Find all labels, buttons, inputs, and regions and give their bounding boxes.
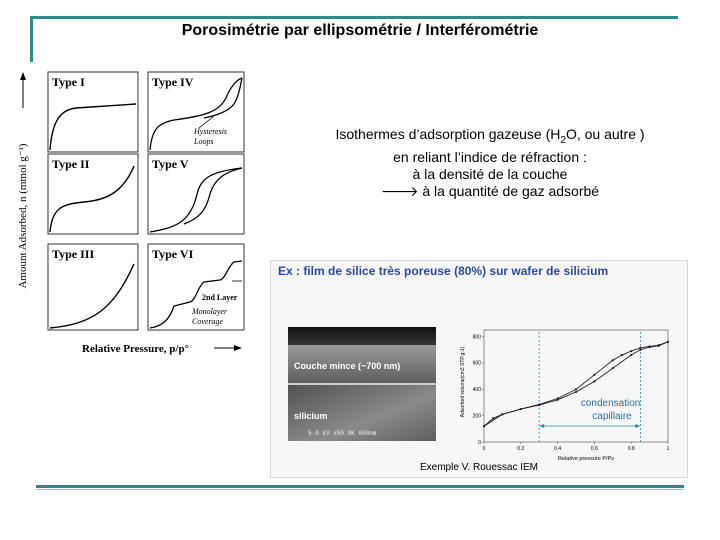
description-line-4: 🡒 à la quantité de gaz adsorbé <box>380 182 600 199</box>
example-credit: Exemple V. Rouessac IEM <box>419 462 539 473</box>
isotherm-x-axis-label: Relative Pressure, p/p° <box>82 343 189 355</box>
chart-data-point <box>501 413 503 415</box>
frame-bottom-rule-thin <box>36 489 684 490</box>
chart-annotation: condensation capillaire <box>580 398 641 422</box>
chart-data-point <box>658 344 660 346</box>
chart-data-point <box>593 374 595 376</box>
panel-type-1 <box>48 72 138 152</box>
chart-data-point <box>538 403 540 405</box>
slide-title: Porosimétrie par ellipsométrie / Interférométrie <box>181 22 539 39</box>
chart-range-arrow-left-icon <box>539 424 544 428</box>
chart-y-tick-label: 0 <box>478 439 481 446</box>
chart-y-axis-label: Adsorbed volume(cm3 STP.g-1) <box>460 346 466 418</box>
chart-data-point <box>575 388 577 390</box>
y-axis-arrow-icon <box>20 72 26 108</box>
second-layer-note: 2nd Layer <box>202 293 238 302</box>
chart-range-arrow-right-icon <box>635 424 640 428</box>
chart-data-point <box>630 350 632 352</box>
chart-x-tick-label: 0.2 <box>517 446 525 452</box>
chart-data-point <box>621 354 623 356</box>
description-line-2: en reliant l’indice de réfraction : <box>393 148 587 165</box>
chart-y-tick-label: 800 <box>472 334 481 341</box>
chart-y-tick-label: 200 <box>472 413 481 420</box>
description-block <box>300 126 680 200</box>
panel-label: Type IV <box>152 75 194 89</box>
sem-layer-label: Couche mince (~700 nm) <box>294 361 401 371</box>
chart-data-point <box>557 397 559 399</box>
chart-y-tick-label: 400 <box>472 387 481 394</box>
panel-label: Type III <box>52 247 95 261</box>
chart-data-point <box>575 391 577 393</box>
panel-label: Type VI <box>152 247 194 261</box>
frame-top-rule <box>30 16 678 19</box>
chart-data-point <box>639 347 641 349</box>
panel-label: Type I <box>52 75 85 89</box>
example-title: Ex : film de silice très poreuse (80%) sur wafer de silicium <box>278 264 609 278</box>
panel-label: Type II <box>52 157 90 171</box>
sem-scale-text: 5.0 kV x50.0K 600nm <box>308 430 377 437</box>
frame-bottom-rule <box>36 485 684 488</box>
chart-x-tick-label: 0 <box>482 446 486 452</box>
chart-x-tick-label: 0.4 <box>554 446 562 452</box>
chart-data-point <box>520 408 522 410</box>
right-arrow-icon: 🡒 <box>380 182 419 199</box>
description-line-3: à la densité de la couche <box>412 165 568 182</box>
chart-data-point <box>492 417 494 419</box>
monolayer-note: Monolayer Coverage <box>192 307 228 326</box>
hysteresis-note: Hysteresis Loops <box>194 127 228 146</box>
sem-substrate-label: silicium <box>294 411 328 421</box>
chart-data-point <box>630 354 632 356</box>
chart-x-tick-label: 0.8 <box>627 446 635 452</box>
chart-data-point <box>639 349 641 351</box>
chart-data-point <box>667 341 669 343</box>
panel-label: Type V <box>152 157 189 171</box>
isotherm-y-axis-label: Amount Adsorbed, n (mmol g⁻¹) <box>17 143 29 289</box>
panel-type-4 <box>148 72 244 152</box>
chart-data-point <box>593 380 595 382</box>
chart-data-point <box>649 345 651 347</box>
chart-x-tick-label: 1 <box>666 446 670 452</box>
x-axis-arrow-icon <box>214 345 242 351</box>
chart-data-point <box>612 367 614 369</box>
panel-type-5 <box>148 154 244 234</box>
panel-type-6 <box>148 244 244 330</box>
sem-cross-section-image <box>288 327 436 441</box>
panel-type-2 <box>48 154 138 234</box>
panel-type-3 <box>48 244 138 330</box>
chart-x-tick-label: 0.6 <box>590 446 598 452</box>
chart-x-axis-label: Relative pressure P/Ps <box>558 456 614 462</box>
isotherm-types-figure <box>14 68 264 358</box>
chart-data-point <box>612 359 614 361</box>
chart-data-point <box>483 425 485 427</box>
adsorption-chart <box>454 326 678 464</box>
description-line-1: Isothermes d’adsorption gazeuse ($H_2O$, ou autre ) <box>335 126 645 146</box>
chart-y-tick-label: 600 <box>472 360 481 367</box>
